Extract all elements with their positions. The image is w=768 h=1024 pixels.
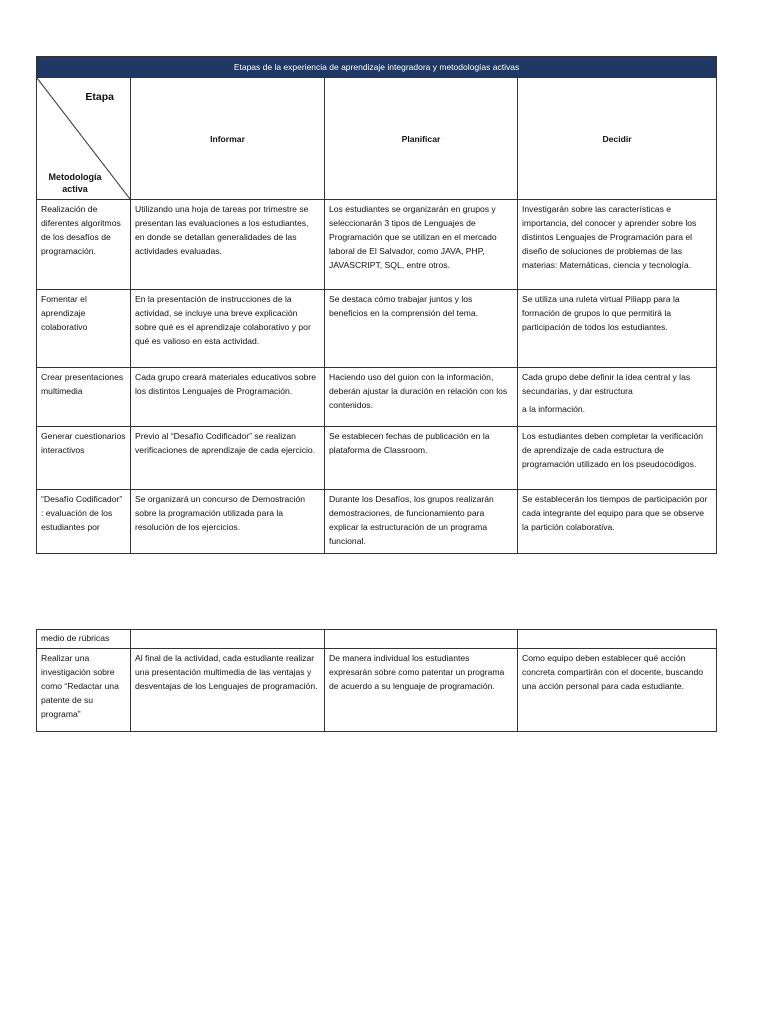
method-cell: “Desafío Codificador” : evaluación de los estudiantes por (37, 490, 131, 554)
stage-label: Etapa (85, 91, 114, 103)
column-header-decidir: Decidir (518, 78, 717, 200)
planificar-cell: De manera individual los estudiantes expresarán sobre como patentar un programa de acuerdo a su lenguaje de programación. (325, 649, 518, 732)
table-title-row (37, 57, 717, 78)
decidir-text-continued: a la información. (522, 404, 586, 414)
informar-cell: Se organizará un concurso de Demostración sobre la programación utilizada para la resolución de los ejercicios. (131, 490, 325, 554)
informar-cell: Previo al “Desafío Codificador” se realizan verificaciones de aprendizaje de cada ejercicio. (131, 427, 325, 490)
method-cell: Realizar una investigación sobre como “Redactar una patente de su programa” (37, 649, 131, 732)
table-row (37, 368, 717, 427)
decidir-cell: Investigarán sobre las características e importancia, del conocer y aprender sobre los distintos Lenguajes de Programación para el diseño de soluciones de problemas de las materias: Matemáticas, ciencia y tecnología. (518, 200, 717, 290)
planificar-cell: Durante los Desafíos, los grupos realizarán demostraciones, de funcionamiento para explicar la estructuración de un programa funcional. (325, 490, 518, 554)
table-row (37, 649, 717, 732)
decidir-cell: Como equipo deben establecer qué acción concreta compartirán con el docente, buscando una acción personal para cada estudiante. (518, 649, 717, 732)
column-header-planificar: Planificar (325, 78, 518, 200)
table-row (37, 290, 717, 368)
planificar-cell: Los estudiantes se organizarán en grupos y seleccionarán 3 tipos de Lenguajes de Programación que se utilizan en el mercado laboral de El Salvador, como JAVA, PHP, JAVASCRIPT, SQL, entre otros. (325, 200, 518, 290)
corner-header-cell (37, 78, 131, 200)
method-cell: Generar cuestionarios interactivos (37, 427, 131, 490)
table-row (37, 427, 717, 490)
table-title: Etapas de la experiencia de aprendizaje integradora y metodologías activas (37, 57, 717, 78)
decidir-cell (518, 630, 717, 649)
planificar-cell: Se establecen fechas de publicación en la plataforma de Classroom. (325, 427, 518, 490)
decidir-text: Cada grupo debe definir la idea central y las secundarias, y dar estructura (522, 372, 691, 396)
column-header-informar: Informar (131, 78, 325, 200)
planificar-cell: Se destaca cómo trabajar juntos y los beneficios en la comprensión del tema. (325, 290, 518, 368)
informar-cell: En la presentación de instrucciones de la actividad, se incluye una breve explicación sobre qué es el aprendizaje colaborativo y por qué es valioso en esta actividad. (131, 290, 325, 368)
method-label: Metodología activa (48, 172, 102, 194)
method-cell: Crear presentaciones multimedia (37, 368, 131, 427)
informar-cell: Al final de la actividad, cada estudiante realizar una presentación multimedia de las ventajas y desventajas de los Lenguajes de programación. (131, 649, 325, 732)
decidir-cell (518, 368, 717, 427)
decidir-cell: Se establecerán los tiempos de participación por cada integrante del equipo para que se observe la partición colaborativa. (518, 490, 717, 554)
informar-cell (131, 630, 325, 649)
decidir-cell: Se utiliza una ruleta virtual Piliapp para la formación de grupos lo que permitirá la participación de todos los estudiantes. (518, 290, 717, 368)
planificar-cell (325, 630, 518, 649)
table-row (37, 630, 717, 649)
header-row (37, 78, 717, 200)
table-row (37, 490, 717, 554)
method-cell: Realización de diferentes algoritmos de los desafíos de programación. (37, 200, 131, 290)
informar-cell: Cada grupo creará materiales educativos sobre los distintos Lenguajes de Programación. (131, 368, 325, 427)
informar-cell: Utilizando una hoja de tareas por trimestre se presentan las evaluaciones a los estudiantes, en donde se detallan generalidades de las actividades evaluadas. (131, 200, 325, 290)
planificar-cell: Haciendo uso del guion con la información, deberán ajustar la duración en relación con los contenidos. (325, 368, 518, 427)
methodology-table (36, 56, 717, 554)
methodology-table-continued (36, 629, 717, 732)
method-cell: Fomentar el aprendizaje colaborativo (37, 290, 131, 368)
method-cell: medio de rúbricas (37, 630, 131, 649)
decidir-cell: Los estudiantes deben completar la verificación de aprendizaje de cada estructura de programación utilizado en los pseudocodigos. (518, 427, 717, 490)
table-row (37, 200, 717, 290)
